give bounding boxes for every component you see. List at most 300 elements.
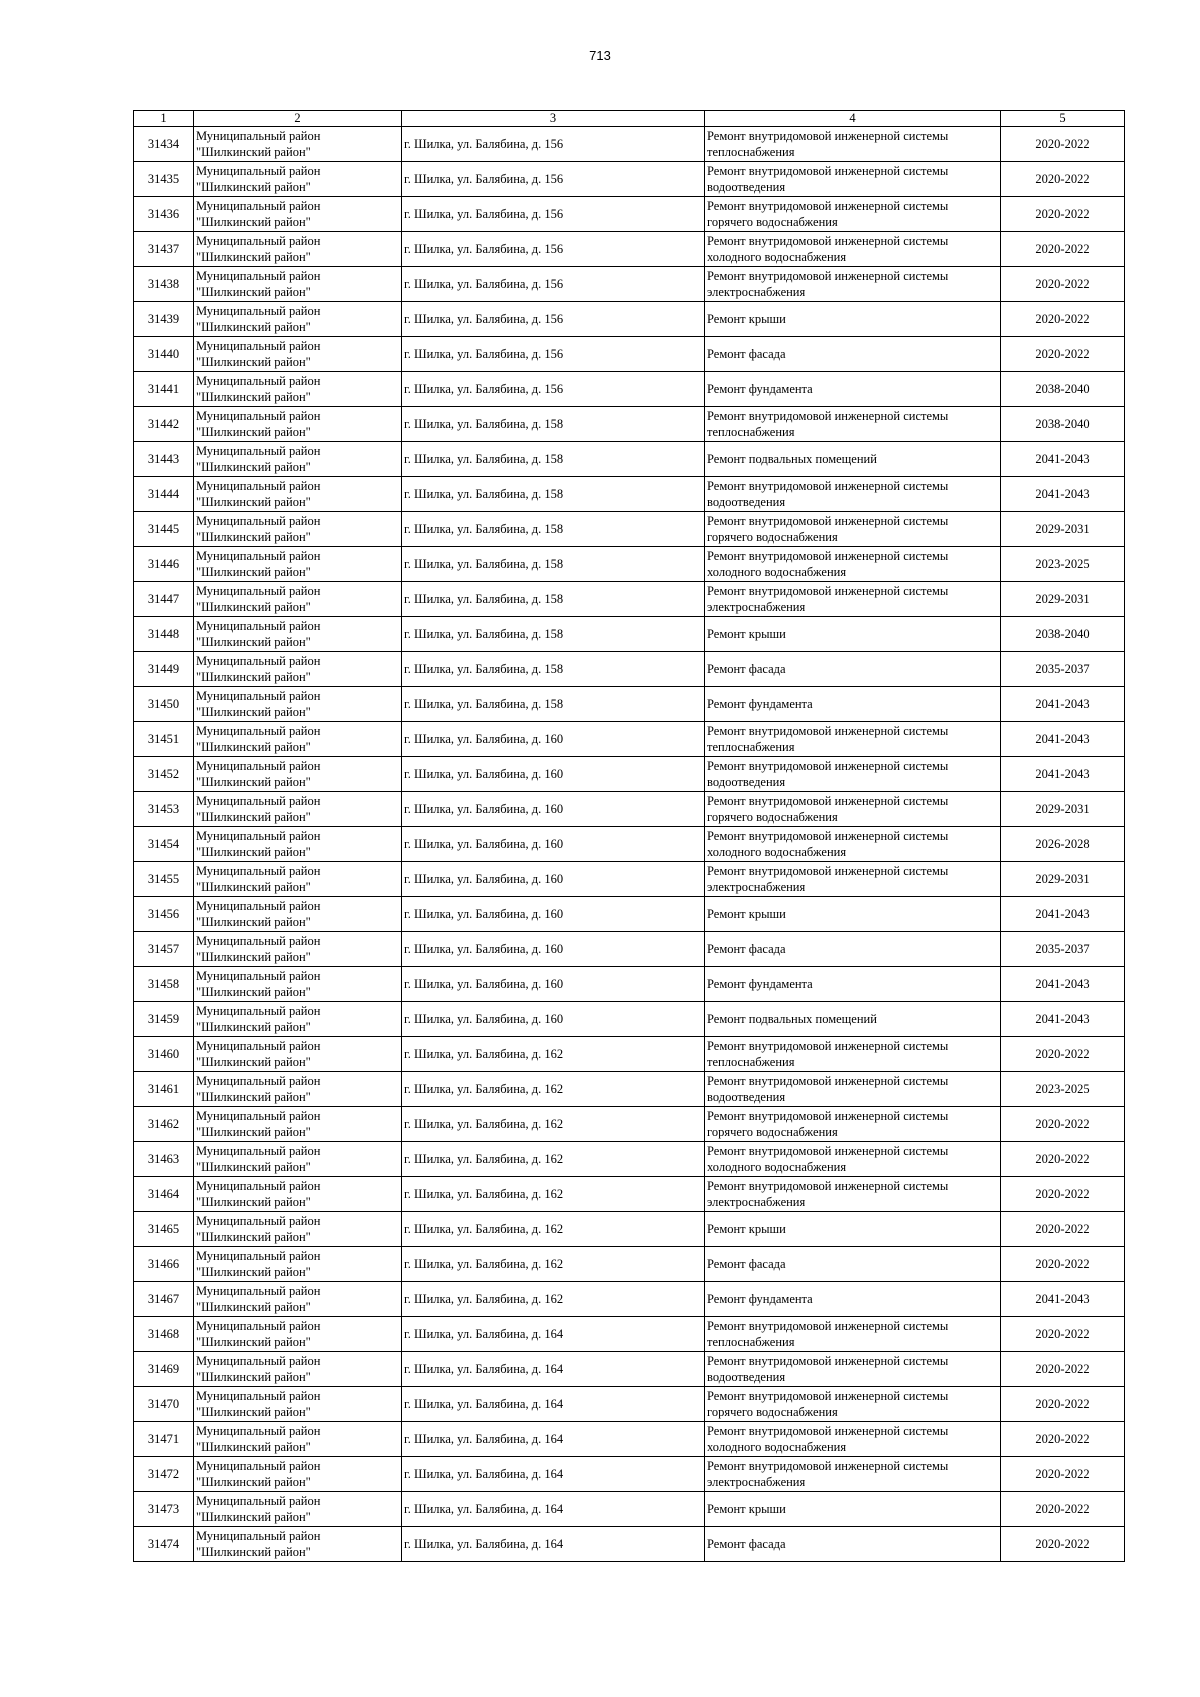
row-number-cell: 31470 xyxy=(134,1387,194,1422)
work-type-line: теплоснабжения xyxy=(707,145,795,159)
municipality-line: "Шилкинский район" xyxy=(196,565,311,579)
table-row xyxy=(134,652,1125,687)
municipality-line: Муниципальный район xyxy=(196,689,321,703)
address-cell: г. Шилка, ул. Балябина, д. 164 xyxy=(402,1352,705,1387)
address-cell: г. Шилка, ул. Балябина, д. 160 xyxy=(402,862,705,897)
row-number-cell: 31459 xyxy=(134,1002,194,1037)
address-cell: г. Шилка, ул. Балябина, д. 158 xyxy=(402,407,705,442)
address-cell: г. Шилка, ул. Балябина, д. 160 xyxy=(402,932,705,967)
work-type-cell xyxy=(705,652,1001,687)
work-type-cell xyxy=(705,232,1001,267)
row-number-cell: 31462 xyxy=(134,1107,194,1142)
period-cell: 2041-2043 xyxy=(1001,687,1125,722)
municipality-line: Муниципальный район xyxy=(196,1039,321,1053)
work-type-cell xyxy=(705,1002,1001,1037)
municipality-line: "Шилкинский район" xyxy=(196,1545,311,1559)
period-cell: 2038-2040 xyxy=(1001,617,1125,652)
column-header: 5 xyxy=(1001,111,1125,127)
work-type-line: электроснабжения xyxy=(707,880,806,894)
work-type-line: Ремонт внутридомовой инженерной системы xyxy=(707,1424,949,1438)
row-number-cell: 31473 xyxy=(134,1492,194,1527)
work-type-line: водоотведения xyxy=(707,1090,786,1104)
work-type-cell xyxy=(705,897,1001,932)
work-type-line: Ремонт внутридомовой инженерной системы xyxy=(707,164,949,178)
municipality-line: Муниципальный район xyxy=(196,129,321,143)
work-type-cell xyxy=(705,512,1001,547)
row-number-cell: 31450 xyxy=(134,687,194,722)
work-type-line: Ремонт подвальных помещений xyxy=(707,1012,877,1026)
municipality-line: "Шилкинский район" xyxy=(196,1370,311,1384)
work-type-line: Ремонт фундамента xyxy=(707,382,813,396)
repair-schedule-table xyxy=(133,110,1125,1562)
table-row xyxy=(134,1387,1125,1422)
municipality-cell xyxy=(194,197,402,232)
address-cell: г. Шилка, ул. Балябина, д. 158 xyxy=(402,512,705,547)
work-type-cell xyxy=(705,197,1001,232)
period-cell: 2023-2025 xyxy=(1001,1072,1125,1107)
period-cell: 2035-2037 xyxy=(1001,932,1125,967)
row-number-cell: 31469 xyxy=(134,1352,194,1387)
period-cell: 2020-2022 xyxy=(1001,267,1125,302)
address-cell: г. Шилка, ул. Балябина, д. 156 xyxy=(402,162,705,197)
municipality-cell xyxy=(194,1177,402,1212)
work-type-cell xyxy=(705,127,1001,162)
municipality-cell xyxy=(194,512,402,547)
work-type-line: Ремонт внутридомовой инженерной системы xyxy=(707,549,949,563)
period-cell: 2020-2022 xyxy=(1001,337,1125,372)
municipality-cell xyxy=(194,617,402,652)
column-header: 3 xyxy=(402,111,705,127)
work-type-line: Ремонт внутридомовой инженерной системы xyxy=(707,1319,949,1333)
work-type-cell xyxy=(705,1212,1001,1247)
table-row xyxy=(134,337,1125,372)
municipality-line: "Шилкинский район" xyxy=(196,775,311,789)
table-row xyxy=(134,1527,1125,1562)
municipality-cell xyxy=(194,1072,402,1107)
address-cell: г. Шилка, ул. Балябина, д. 162 xyxy=(402,1072,705,1107)
row-number-cell: 31444 xyxy=(134,477,194,512)
row-number-cell: 31441 xyxy=(134,372,194,407)
work-type-cell xyxy=(705,1457,1001,1492)
row-number-cell: 31457 xyxy=(134,932,194,967)
work-type-line: Ремонт внутридомовой инженерной системы xyxy=(707,1354,949,1368)
table-row xyxy=(134,1282,1125,1317)
work-type-cell xyxy=(705,932,1001,967)
period-cell: 2041-2043 xyxy=(1001,477,1125,512)
municipality-cell xyxy=(194,722,402,757)
address-cell: г. Шилка, ул. Балябина, д. 158 xyxy=(402,477,705,512)
municipality-line: Муниципальный район xyxy=(196,619,321,633)
work-type-line: Ремонт фундамента xyxy=(707,697,813,711)
work-type-cell xyxy=(705,477,1001,512)
address-cell: г. Шилка, ул. Балябина, д. 164 xyxy=(402,1422,705,1457)
period-cell: 2020-2022 xyxy=(1001,1142,1125,1177)
municipality-cell xyxy=(194,1387,402,1422)
municipality-line: Муниципальный район xyxy=(196,304,321,318)
municipality-cell xyxy=(194,337,402,372)
municipality-line: Муниципальный район xyxy=(196,1214,321,1228)
row-number-cell: 31449 xyxy=(134,652,194,687)
municipality-cell xyxy=(194,1212,402,1247)
address-cell: г. Шилка, ул. Балябина, д. 156 xyxy=(402,197,705,232)
municipality-cell xyxy=(194,372,402,407)
municipality-line: Муниципальный район xyxy=(196,1459,321,1473)
column-header: 1 xyxy=(134,111,194,127)
municipality-cell xyxy=(194,1037,402,1072)
row-number-cell: 31454 xyxy=(134,827,194,862)
period-cell: 2041-2043 xyxy=(1001,1282,1125,1317)
address-cell: г. Шилка, ул. Балябина, д. 158 xyxy=(402,547,705,582)
work-type-line: горячего водоснабжения xyxy=(707,215,838,229)
table-row xyxy=(134,582,1125,617)
work-type-line: Ремонт внутридомовой инженерной системы xyxy=(707,129,949,143)
municipality-line: Муниципальный район xyxy=(196,1249,321,1263)
work-type-line: Ремонт фасада xyxy=(707,662,786,676)
period-cell: 2020-2022 xyxy=(1001,1457,1125,1492)
municipality-cell xyxy=(194,1247,402,1282)
municipality-line: Муниципальный район xyxy=(196,759,321,773)
work-type-cell xyxy=(705,757,1001,792)
work-type-line: Ремонт фасада xyxy=(707,1537,786,1551)
row-number-cell: 31452 xyxy=(134,757,194,792)
period-cell: 2020-2022 xyxy=(1001,1317,1125,1352)
work-type-line: холодного водоснабжения xyxy=(707,1440,847,1454)
municipality-line: Муниципальный район xyxy=(196,829,321,843)
address-cell: г. Шилка, ул. Балябина, д. 156 xyxy=(402,337,705,372)
municipality-line: Муниципальный район xyxy=(196,479,321,493)
work-type-line: Ремонт фасада xyxy=(707,942,786,956)
municipality-line: Муниципальный район xyxy=(196,1109,321,1123)
table-row xyxy=(134,1037,1125,1072)
address-cell: г. Шилка, ул. Балябина, д. 156 xyxy=(402,127,705,162)
work-type-line: теплоснабжения xyxy=(707,1335,795,1349)
work-type-cell xyxy=(705,337,1001,372)
table-row xyxy=(134,617,1125,652)
work-type-cell xyxy=(705,792,1001,827)
municipality-cell xyxy=(194,302,402,337)
table-row xyxy=(134,687,1125,722)
municipality-line: "Шилкинский район" xyxy=(196,1265,311,1279)
period-cell: 2038-2040 xyxy=(1001,372,1125,407)
table-row xyxy=(134,897,1125,932)
column-number-row xyxy=(134,111,1125,127)
municipality-line: "Шилкинский район" xyxy=(196,530,311,544)
municipality-line: Муниципальный район xyxy=(196,1319,321,1333)
municipality-line: "Шилкинский район" xyxy=(196,915,311,929)
period-cell: 2020-2022 xyxy=(1001,127,1125,162)
municipality-line: Муниципальный район xyxy=(196,1144,321,1158)
work-type-cell xyxy=(705,1352,1001,1387)
work-type-line: Ремонт крыши xyxy=(707,1222,786,1236)
work-type-line: Ремонт внутридомовой инженерной системы xyxy=(707,1039,949,1053)
work-type-cell xyxy=(705,1387,1001,1422)
address-cell: г. Шилка, ул. Балябина, д. 164 xyxy=(402,1387,705,1422)
municipality-cell xyxy=(194,547,402,582)
period-cell: 2029-2031 xyxy=(1001,582,1125,617)
municipality-line: "Шилкинский район" xyxy=(196,1475,311,1489)
address-cell: г. Шилка, ул. Балябина, д. 158 xyxy=(402,652,705,687)
row-number-cell: 31467 xyxy=(134,1282,194,1317)
municipality-line: Муниципальный район xyxy=(196,899,321,913)
work-type-cell xyxy=(705,722,1001,757)
table-row xyxy=(134,722,1125,757)
municipality-line: "Шилкинский район" xyxy=(196,1020,311,1034)
municipality-cell xyxy=(194,1352,402,1387)
municipality-line: Муниципальный район xyxy=(196,1494,321,1508)
municipality-line: Муниципальный район xyxy=(196,199,321,213)
period-cell: 2020-2022 xyxy=(1001,162,1125,197)
work-type-cell xyxy=(705,1422,1001,1457)
municipality-line: Муниципальный район xyxy=(196,1389,321,1403)
table-row xyxy=(134,1107,1125,1142)
work-type-line: холодного водоснабжения xyxy=(707,565,847,579)
work-type-line: Ремонт внутридомовой инженерной системы xyxy=(707,514,949,528)
column-header: 4 xyxy=(705,111,1001,127)
municipality-cell xyxy=(194,862,402,897)
work-type-cell xyxy=(705,1527,1001,1562)
row-number-cell: 31436 xyxy=(134,197,194,232)
municipality-cell xyxy=(194,1282,402,1317)
work-type-cell xyxy=(705,687,1001,722)
municipality-line: "Шилкинский район" xyxy=(196,1230,311,1244)
period-cell: 2020-2022 xyxy=(1001,1107,1125,1142)
work-type-line: электроснабжения xyxy=(707,1475,806,1489)
address-cell: г. Шилка, ул. Балябина, д. 158 xyxy=(402,617,705,652)
address-cell: г. Шилка, ул. Балябина, д. 156 xyxy=(402,232,705,267)
municipality-cell xyxy=(194,897,402,932)
address-cell: г. Шилка, ул. Балябина, д. 164 xyxy=(402,1317,705,1352)
municipality-line: Муниципальный район xyxy=(196,724,321,738)
work-type-line: водоотведения xyxy=(707,495,786,509)
period-cell: 2020-2022 xyxy=(1001,1247,1125,1282)
municipality-line: "Шилкинский район" xyxy=(196,635,311,649)
address-cell: г. Шилка, ул. Балябина, д. 158 xyxy=(402,442,705,477)
work-type-line: Ремонт фундамента xyxy=(707,977,813,991)
work-type-cell xyxy=(705,1177,1001,1212)
work-type-line: Ремонт внутридомовой инженерной системы xyxy=(707,1144,949,1158)
row-number-cell: 31446 xyxy=(134,547,194,582)
municipality-cell xyxy=(194,827,402,862)
table-row xyxy=(134,1072,1125,1107)
row-number-cell: 31465 xyxy=(134,1212,194,1247)
work-type-line: Ремонт подвальных помещений xyxy=(707,452,877,466)
work-type-line: горячего водоснабжения xyxy=(707,810,838,824)
municipality-line: "Шилкинский район" xyxy=(196,1300,311,1314)
row-number-cell: 31464 xyxy=(134,1177,194,1212)
table-row xyxy=(134,1142,1125,1177)
address-cell: г. Шилка, ул. Балябина, д. 162 xyxy=(402,1247,705,1282)
municipality-line: Муниципальный район xyxy=(196,934,321,948)
period-cell: 2020-2022 xyxy=(1001,1527,1125,1562)
municipality-line: "Шилкинский район" xyxy=(196,740,311,754)
municipality-cell xyxy=(194,407,402,442)
row-number-cell: 31447 xyxy=(134,582,194,617)
period-cell: 2020-2022 xyxy=(1001,197,1125,232)
period-cell: 2041-2043 xyxy=(1001,897,1125,932)
municipality-line: "Шилкинский район" xyxy=(196,810,311,824)
work-type-line: холодного водоснабжения xyxy=(707,845,847,859)
table-row xyxy=(134,372,1125,407)
table-row xyxy=(134,547,1125,582)
work-type-line: горячего водоснабжения xyxy=(707,530,838,544)
work-type-line: Ремонт внутридомовой инженерной системы xyxy=(707,759,949,773)
work-type-line: Ремонт внутридомовой инженерной системы xyxy=(707,1109,949,1123)
table-row xyxy=(134,197,1125,232)
address-cell: г. Шилка, ул. Балябина, д. 156 xyxy=(402,267,705,302)
row-number-cell: 31461 xyxy=(134,1072,194,1107)
row-number-cell: 31451 xyxy=(134,722,194,757)
table-row xyxy=(134,757,1125,792)
address-cell: г. Шилка, ул. Балябина, д. 160 xyxy=(402,1002,705,1037)
municipality-cell xyxy=(194,1422,402,1457)
row-number-cell: 31434 xyxy=(134,127,194,162)
municipality-cell xyxy=(194,127,402,162)
address-cell: г. Шилка, ул. Балябина, д. 162 xyxy=(402,1037,705,1072)
address-cell: г. Шилка, ул. Балябина, д. 162 xyxy=(402,1212,705,1247)
work-type-cell xyxy=(705,547,1001,582)
period-cell: 2035-2037 xyxy=(1001,652,1125,687)
municipality-cell xyxy=(194,582,402,617)
work-type-line: водоотведения xyxy=(707,775,786,789)
period-cell: 2020-2022 xyxy=(1001,1212,1125,1247)
table-row xyxy=(134,1352,1125,1387)
municipality-line: Муниципальный район xyxy=(196,1529,321,1543)
municipality-cell xyxy=(194,267,402,302)
address-cell: г. Шилка, ул. Балябина, д. 162 xyxy=(402,1282,705,1317)
municipality-line: "Шилкинский район" xyxy=(196,705,311,719)
work-type-line: Ремонт фасада xyxy=(707,1257,786,1271)
period-cell: 2020-2022 xyxy=(1001,1492,1125,1527)
row-number-cell: 31468 xyxy=(134,1317,194,1352)
table-row xyxy=(134,267,1125,302)
municipality-line: Муниципальный район xyxy=(196,654,321,668)
table-row xyxy=(134,407,1125,442)
work-type-line: Ремонт крыши xyxy=(707,312,786,326)
municipality-line: Муниципальный район xyxy=(196,864,321,878)
row-number-cell: 31440 xyxy=(134,337,194,372)
row-number-cell: 31471 xyxy=(134,1422,194,1457)
table-row xyxy=(134,1457,1125,1492)
row-number-cell: 31439 xyxy=(134,302,194,337)
municipality-cell xyxy=(194,1492,402,1527)
municipality-line: Муниципальный район xyxy=(196,1354,321,1368)
municipality-cell xyxy=(194,162,402,197)
period-cell: 2026-2028 xyxy=(1001,827,1125,862)
municipality-line: Муниципальный район xyxy=(196,549,321,563)
municipality-line: "Шилкинский район" xyxy=(196,985,311,999)
work-type-line: электроснабжения xyxy=(707,1195,806,1209)
page-number: 713 xyxy=(589,48,611,63)
address-cell: г. Шилка, ул. Балябина, д. 160 xyxy=(402,897,705,932)
work-type-cell xyxy=(705,582,1001,617)
work-type-line: Ремонт внутридомовой инженерной системы xyxy=(707,864,949,878)
table-row xyxy=(134,1317,1125,1352)
table-row xyxy=(134,127,1125,162)
row-number-cell: 31460 xyxy=(134,1037,194,1072)
period-cell: 2029-2031 xyxy=(1001,512,1125,547)
work-type-line: Ремонт внутридомовой инженерной системы xyxy=(707,584,949,598)
table-row xyxy=(134,967,1125,1002)
work-type-line: Ремонт внутридомовой инженерной системы xyxy=(707,234,949,248)
work-type-line: теплоснабжения xyxy=(707,740,795,754)
period-cell: 2041-2043 xyxy=(1001,967,1125,1002)
row-number-cell: 31466 xyxy=(134,1247,194,1282)
address-cell: г. Шилка, ул. Балябина, д. 162 xyxy=(402,1107,705,1142)
municipality-line: Муниципальный район xyxy=(196,1424,321,1438)
municipality-line: "Шилкинский район" xyxy=(196,1510,311,1524)
municipality-line: Муниципальный район xyxy=(196,444,321,458)
address-cell: г. Шилка, ул. Балябина, д. 156 xyxy=(402,372,705,407)
row-number-cell: 31472 xyxy=(134,1457,194,1492)
municipality-line: "Шилкинский район" xyxy=(196,1125,311,1139)
row-number-cell: 31448 xyxy=(134,617,194,652)
municipality-line: Муниципальный район xyxy=(196,234,321,248)
municipality-line: "Шилкинский район" xyxy=(196,425,311,439)
table-row xyxy=(134,162,1125,197)
municipality-line: Муниципальный район xyxy=(196,794,321,808)
work-type-line: Ремонт крыши xyxy=(707,907,786,921)
municipality-cell xyxy=(194,792,402,827)
table-body xyxy=(134,127,1125,1562)
municipality-cell xyxy=(194,687,402,722)
address-cell: г. Шилка, ул. Балябина, д. 158 xyxy=(402,582,705,617)
municipality-line: Муниципальный район xyxy=(196,1004,321,1018)
municipality-line: "Шилкинский район" xyxy=(196,1405,311,1419)
table-row xyxy=(134,512,1125,547)
table-row xyxy=(134,1492,1125,1527)
row-number-cell: 31463 xyxy=(134,1142,194,1177)
municipality-line: "Шилкинский район" xyxy=(196,950,311,964)
table-row xyxy=(134,232,1125,267)
address-cell: г. Шилка, ул. Балябина, д. 160 xyxy=(402,967,705,1002)
municipality-line: "Шилкинский район" xyxy=(196,145,311,159)
period-cell: 2041-2043 xyxy=(1001,722,1125,757)
work-type-cell xyxy=(705,162,1001,197)
row-number-cell: 31453 xyxy=(134,792,194,827)
municipality-line: Муниципальный район xyxy=(196,1284,321,1298)
work-type-cell xyxy=(705,1142,1001,1177)
municipality-line: Муниципальный район xyxy=(196,409,321,423)
municipality-cell xyxy=(194,932,402,967)
municipality-cell xyxy=(194,967,402,1002)
work-type-cell xyxy=(705,1107,1001,1142)
municipality-line: "Шилкинский район" xyxy=(196,1195,311,1209)
municipality-line: Муниципальный район xyxy=(196,339,321,353)
row-number-cell: 31435 xyxy=(134,162,194,197)
row-number-cell: 31443 xyxy=(134,442,194,477)
work-type-line: Ремонт внутридомовой инженерной системы xyxy=(707,724,949,738)
address-cell: г. Шилка, ул. Балябина, д. 160 xyxy=(402,792,705,827)
municipality-line: "Шилкинский район" xyxy=(196,1090,311,1104)
work-type-cell xyxy=(705,1247,1001,1282)
work-type-line: Ремонт внутридомовой инженерной системы xyxy=(707,1179,949,1193)
work-type-line: Ремонт внутридомовой инженерной системы xyxy=(707,479,949,493)
period-cell: 2041-2043 xyxy=(1001,442,1125,477)
period-cell: 2020-2022 xyxy=(1001,1422,1125,1457)
table-row xyxy=(134,1247,1125,1282)
table-row xyxy=(134,792,1125,827)
work-type-line: Ремонт внутридомовой инженерной системы xyxy=(707,1459,949,1473)
municipality-line: "Шилкинский район" xyxy=(196,460,311,474)
municipality-line: Муниципальный район xyxy=(196,269,321,283)
row-number-cell: 31445 xyxy=(134,512,194,547)
municipality-line: Муниципальный район xyxy=(196,374,321,388)
municipality-line: "Шилкинский район" xyxy=(196,845,311,859)
municipality-cell xyxy=(194,442,402,477)
row-number-cell: 31456 xyxy=(134,897,194,932)
work-type-line: Ремонт фасада xyxy=(707,347,786,361)
municipality-line: "Шилкинский район" xyxy=(196,880,311,894)
